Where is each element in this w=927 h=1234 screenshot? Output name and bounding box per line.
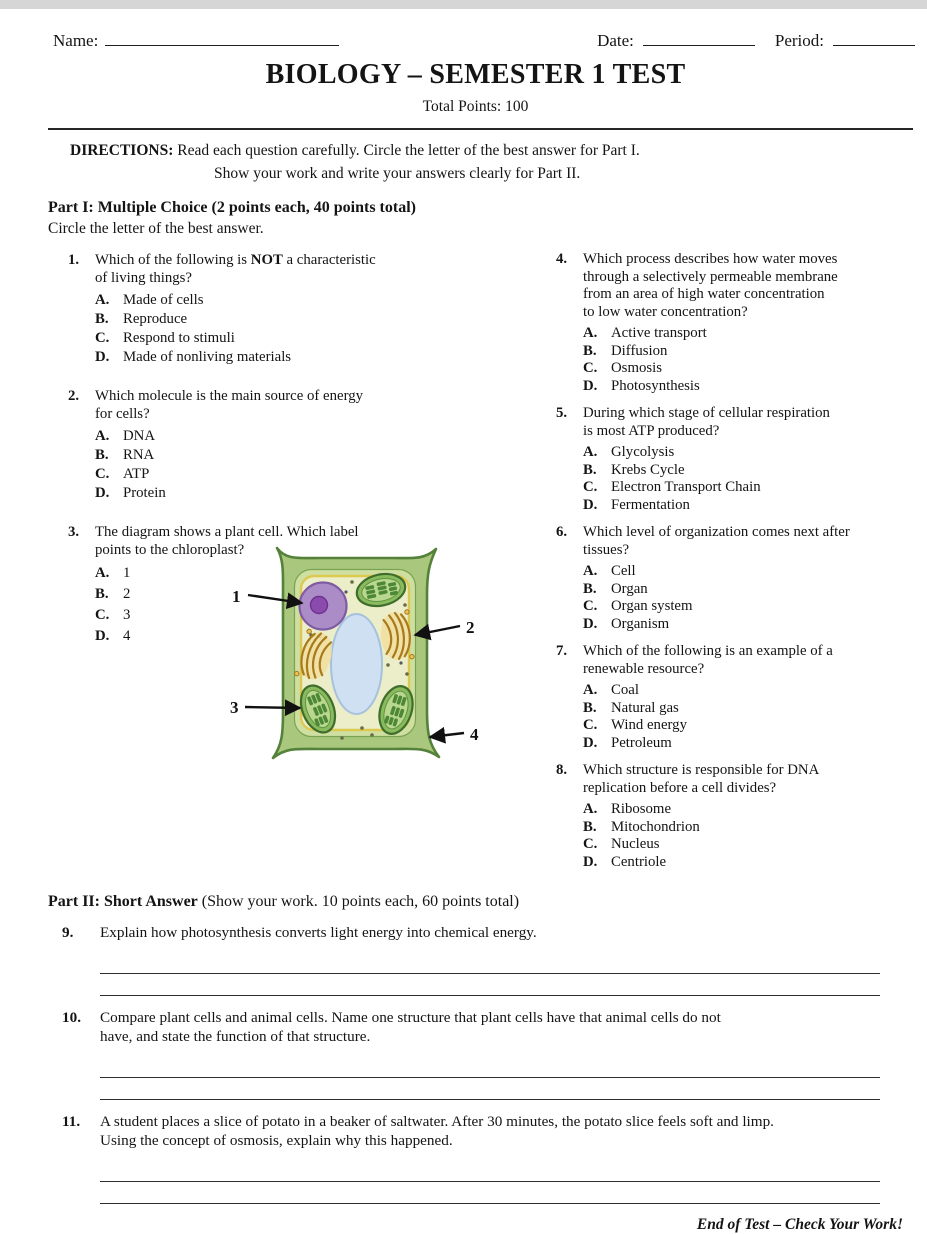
question-number: 7. [556,643,568,659]
mc-question [556,251,903,395]
option-letter[interactable]: D. [95,628,110,644]
part2-heading: Part II: Short Answer (Show your work. 10 points each, 60 points total) [48,893,520,910]
option-letter[interactable]: C. [583,836,598,852]
date-group [597,30,755,51]
mc-question [556,524,903,633]
part1-heading: Part I: Multiple Choice (2 points each, 40 points total) [48,199,416,216]
short-answer-question [48,1008,903,1100]
period-group [775,30,915,51]
option-letter[interactable]: D. [583,496,598,513]
nucleus [300,583,347,630]
answer-option[interactable] [583,462,903,480]
answer-option[interactable] [95,427,520,446]
question-number: 10. [62,1008,81,1026]
date-blank[interactable] [643,30,755,46]
question-number: 2. [68,388,80,404]
option-text: 4 [123,628,131,644]
header-divider [48,128,913,130]
mc-question [556,643,903,752]
question-text [583,405,903,440]
question-number: 6. [556,524,568,540]
scan-artifact-strip [0,0,927,9]
label-3: 3 [230,698,239,717]
question-line: through a selectively permeable membrane [583,268,838,285]
mc-question [556,405,903,514]
question-number: 4. [556,251,568,267]
option-text: Nucleus [611,836,660,852]
question-line: Which of the following is NOT a characteristic [95,252,376,268]
option-letter[interactable]: B. [583,461,597,478]
option-letter[interactable]: B. [583,699,597,716]
nucleolus [311,597,328,614]
answer-option[interactable] [583,819,903,837]
end-of-test-note: End of Test – Check Your Work! [696,1215,903,1233]
total-points: Total Points: 100 [422,98,529,115]
answer-option[interactable] [95,291,520,310]
option-letter[interactable]: A. [583,444,598,460]
option-text: Made of cells [123,292,204,308]
directions-line1: DIRECTIONS: Read each question carefully. Circle the letter of the best answer for Part I. [70,142,640,159]
answer-option[interactable] [583,581,903,599]
option-text: Organ system [611,598,693,614]
question-number: 9. [62,924,74,941]
answer-option[interactable] [583,378,903,396]
answer-option[interactable] [583,360,903,378]
option-text: Protein [123,485,166,501]
option-text: Organism [611,615,670,632]
answer-blank-line[interactable] [100,974,880,996]
answer-options [95,427,520,503]
option-letter[interactable]: A. [583,682,598,698]
period-label: Period: [774,31,824,50]
option-text: Electron Transport Chain [611,479,761,495]
option-letter[interactable]: B. [95,586,109,602]
option-text: 2 [123,586,131,602]
answer-option[interactable] [583,801,903,819]
option-text: 1 [123,565,131,581]
answer-options [583,563,903,633]
answer-option[interactable] [583,836,903,854]
option-letter[interactable]: B. [583,818,597,835]
option-text: ATP [123,466,150,482]
answer-blank-line[interactable] [100,1182,880,1204]
question-line: from an area of high water concentration [583,286,825,302]
answer-option[interactable] [583,444,903,462]
plant-cell-diagram [215,545,515,785]
question-text [583,643,903,678]
question-text [583,524,903,559]
option-text: Natural gas [611,699,679,716]
question-line: renewable resource? [583,660,705,677]
option-text: Glycolysis [611,444,675,460]
question-line: Which of the following is an example of a [583,643,833,659]
question-number: 11. [62,1112,81,1130]
answer-options [583,801,903,871]
question3-row [95,559,520,785]
option-letter[interactable]: A. [95,292,110,308]
question-line: Which structure is responsible for DNA [583,762,820,778]
question-line: During which stage of cellular respiration [583,405,830,421]
label-2: 2 [466,618,475,637]
answer-option[interactable] [583,616,903,634]
question-line: A student places a slice of potato in a beaker of saltwater. After 30 minutes, the potato slice feels soft and limp. [100,1112,774,1130]
option-text: Respond to stimuli [123,330,235,346]
answer-option[interactable] [95,584,215,605]
option-letter[interactable]: C. [95,330,110,346]
option-letter[interactable]: C. [583,479,598,495]
answer-option[interactable] [95,329,520,348]
option-text: Petroleum [611,734,672,751]
directions [48,140,903,185]
question-line: to low water concentration? [583,303,748,320]
answer-option[interactable] [583,682,903,700]
multiple-choice-grid [48,251,903,881]
mc-question-list [48,251,520,503]
name-blank[interactable] [105,30,339,46]
answer-option[interactable] [95,563,215,584]
answer-option[interactable] [583,700,903,718]
option-text: Made of nonliving materials [123,349,292,365]
label-arrow-3 [245,707,300,708]
question-line: replication before a cell divides? [583,779,777,796]
label-arrow-4 [430,733,464,737]
mc-question [48,251,520,367]
question-text [100,923,903,943]
option-letter[interactable]: A. [583,801,598,817]
short-answer-question [48,923,903,996]
question-number: 3. [68,524,80,540]
option-letter[interactable]: B. [95,447,109,463]
mc-right-column [556,251,903,881]
question-line: Which level of organization comes next after [583,524,850,540]
question-number: 1. [68,252,80,268]
mc-left-column [48,251,520,881]
option-letter[interactable]: C. [95,466,110,482]
option-text: Centriole [611,853,667,870]
question-line: is most ATP produced? [583,422,720,439]
answer-blank-line[interactable] [100,1160,880,1182]
question-text [100,1112,903,1151]
answer-option[interactable] [95,605,215,626]
option-text: Cell [611,563,636,579]
option-text: Organ [611,580,648,597]
answer-option[interactable] [95,626,215,647]
central-vacuole [331,614,382,714]
answer-option[interactable] [95,348,520,367]
question-line: Which molecule is the main source of energy [95,388,364,404]
option-letter[interactable]: C. [95,607,110,623]
option-letter[interactable]: A. [95,565,110,581]
short-answer-list [48,923,903,1204]
question-text [100,1008,903,1047]
answer-option[interactable] [95,446,520,465]
mc-question [48,387,520,503]
answer-option[interactable] [583,563,903,581]
option-text: Krebs Cycle [611,461,685,478]
option-text: Photosynthesis [611,377,700,394]
part1-instruction: Circle the letter of the best answer. [48,220,264,237]
answer-options [583,325,903,395]
answer-option[interactable] [95,484,520,503]
question-line: points to the chloroplast? [95,542,245,558]
question-line: of living things? [95,270,192,286]
question-line: tissues? [583,541,630,558]
option-letter[interactable]: D. [583,377,598,394]
option-letter[interactable]: C. [583,360,598,376]
answer-option[interactable] [95,310,520,329]
answer-blank-line[interactable] [100,1078,880,1100]
mc-question-3 [48,523,520,785]
option-letter[interactable]: D. [95,485,110,501]
label-1: 1 [232,587,241,606]
date-label: Date: [597,31,634,50]
page-title: BIOLOGY – SEMESTER 1 TEST [265,59,686,90]
answer-blank-line[interactable] [100,952,880,974]
option-text: Mitochondrion [611,818,700,835]
label-4: 4 [470,725,479,744]
directions-line2: Show your work and write your answers clearly for Part II. [214,164,581,182]
answer-options [95,291,520,367]
option-letter[interactable]: A. [583,563,598,579]
answer-option[interactable] [583,735,903,753]
short-answer-question [48,1112,903,1204]
mc-question [556,762,903,871]
option-letter[interactable]: B. [95,311,109,327]
option-text: Reproduce [123,311,188,327]
option-letter[interactable]: A. [583,325,598,341]
answer-option[interactable] [583,479,903,497]
option-text: Ribosome [611,801,672,817]
option-text: Wind energy [611,717,687,733]
directions-label: DIRECTIONS: [70,142,174,159]
question-line: The diagram shows a plant cell. Which label [95,524,359,540]
option-letter[interactable]: A. [95,428,110,444]
option-letter[interactable]: B. [583,580,597,597]
option-letter[interactable]: B. [583,342,597,359]
answer-options [583,682,903,752]
answer-blank-line[interactable] [100,1056,880,1078]
question-text [95,387,520,423]
option-letter[interactable]: C. [583,598,598,614]
answer-options [95,563,215,647]
option-text: 3 [123,607,131,623]
answer-option[interactable] [583,598,903,616]
option-letter[interactable]: D. [583,615,598,632]
option-letter[interactable]: D. [95,349,110,365]
answer-option[interactable] [583,854,903,872]
option-text: DNA [123,428,156,444]
option-text: RNA [123,447,155,463]
option-text: Active transport [611,325,707,341]
question-line: Using the concept of osmosis, explain why this happened. [100,1132,453,1149]
question-number: 8. [556,762,568,778]
option-text: Fermentation [611,496,690,513]
header-row [48,30,915,51]
answer-options [583,444,903,514]
question-line: Explain how photosynthesis converts light energy into chemical energy. [100,924,537,941]
option-text: Osmosis [611,360,662,376]
name-label: Name: [53,31,99,50]
question-line: Which process describes how water moves [583,251,838,267]
option-text: Diffusion [611,342,668,359]
answer-option[interactable] [583,343,903,361]
question-line: have, and state the function of that structure. [100,1028,371,1045]
answer-option[interactable] [583,325,903,343]
period-blank[interactable] [833,30,915,46]
question-text [583,762,903,797]
answer-option[interactable] [95,465,520,484]
question-text [95,251,520,287]
option-letter[interactable]: C. [583,717,598,733]
question-line: for cells? [95,406,150,422]
question-number: 5. [556,405,568,421]
question-text [583,251,903,321]
option-text: Coal [611,682,639,698]
answer-option[interactable] [583,717,903,735]
option-letter[interactable]: D. [583,734,598,751]
answer-option[interactable] [583,497,903,515]
option-letter[interactable]: D. [583,853,598,870]
question-line: Compare plant cells and animal cells. Name one structure that plant cells have that animal cells do not [100,1008,721,1026]
